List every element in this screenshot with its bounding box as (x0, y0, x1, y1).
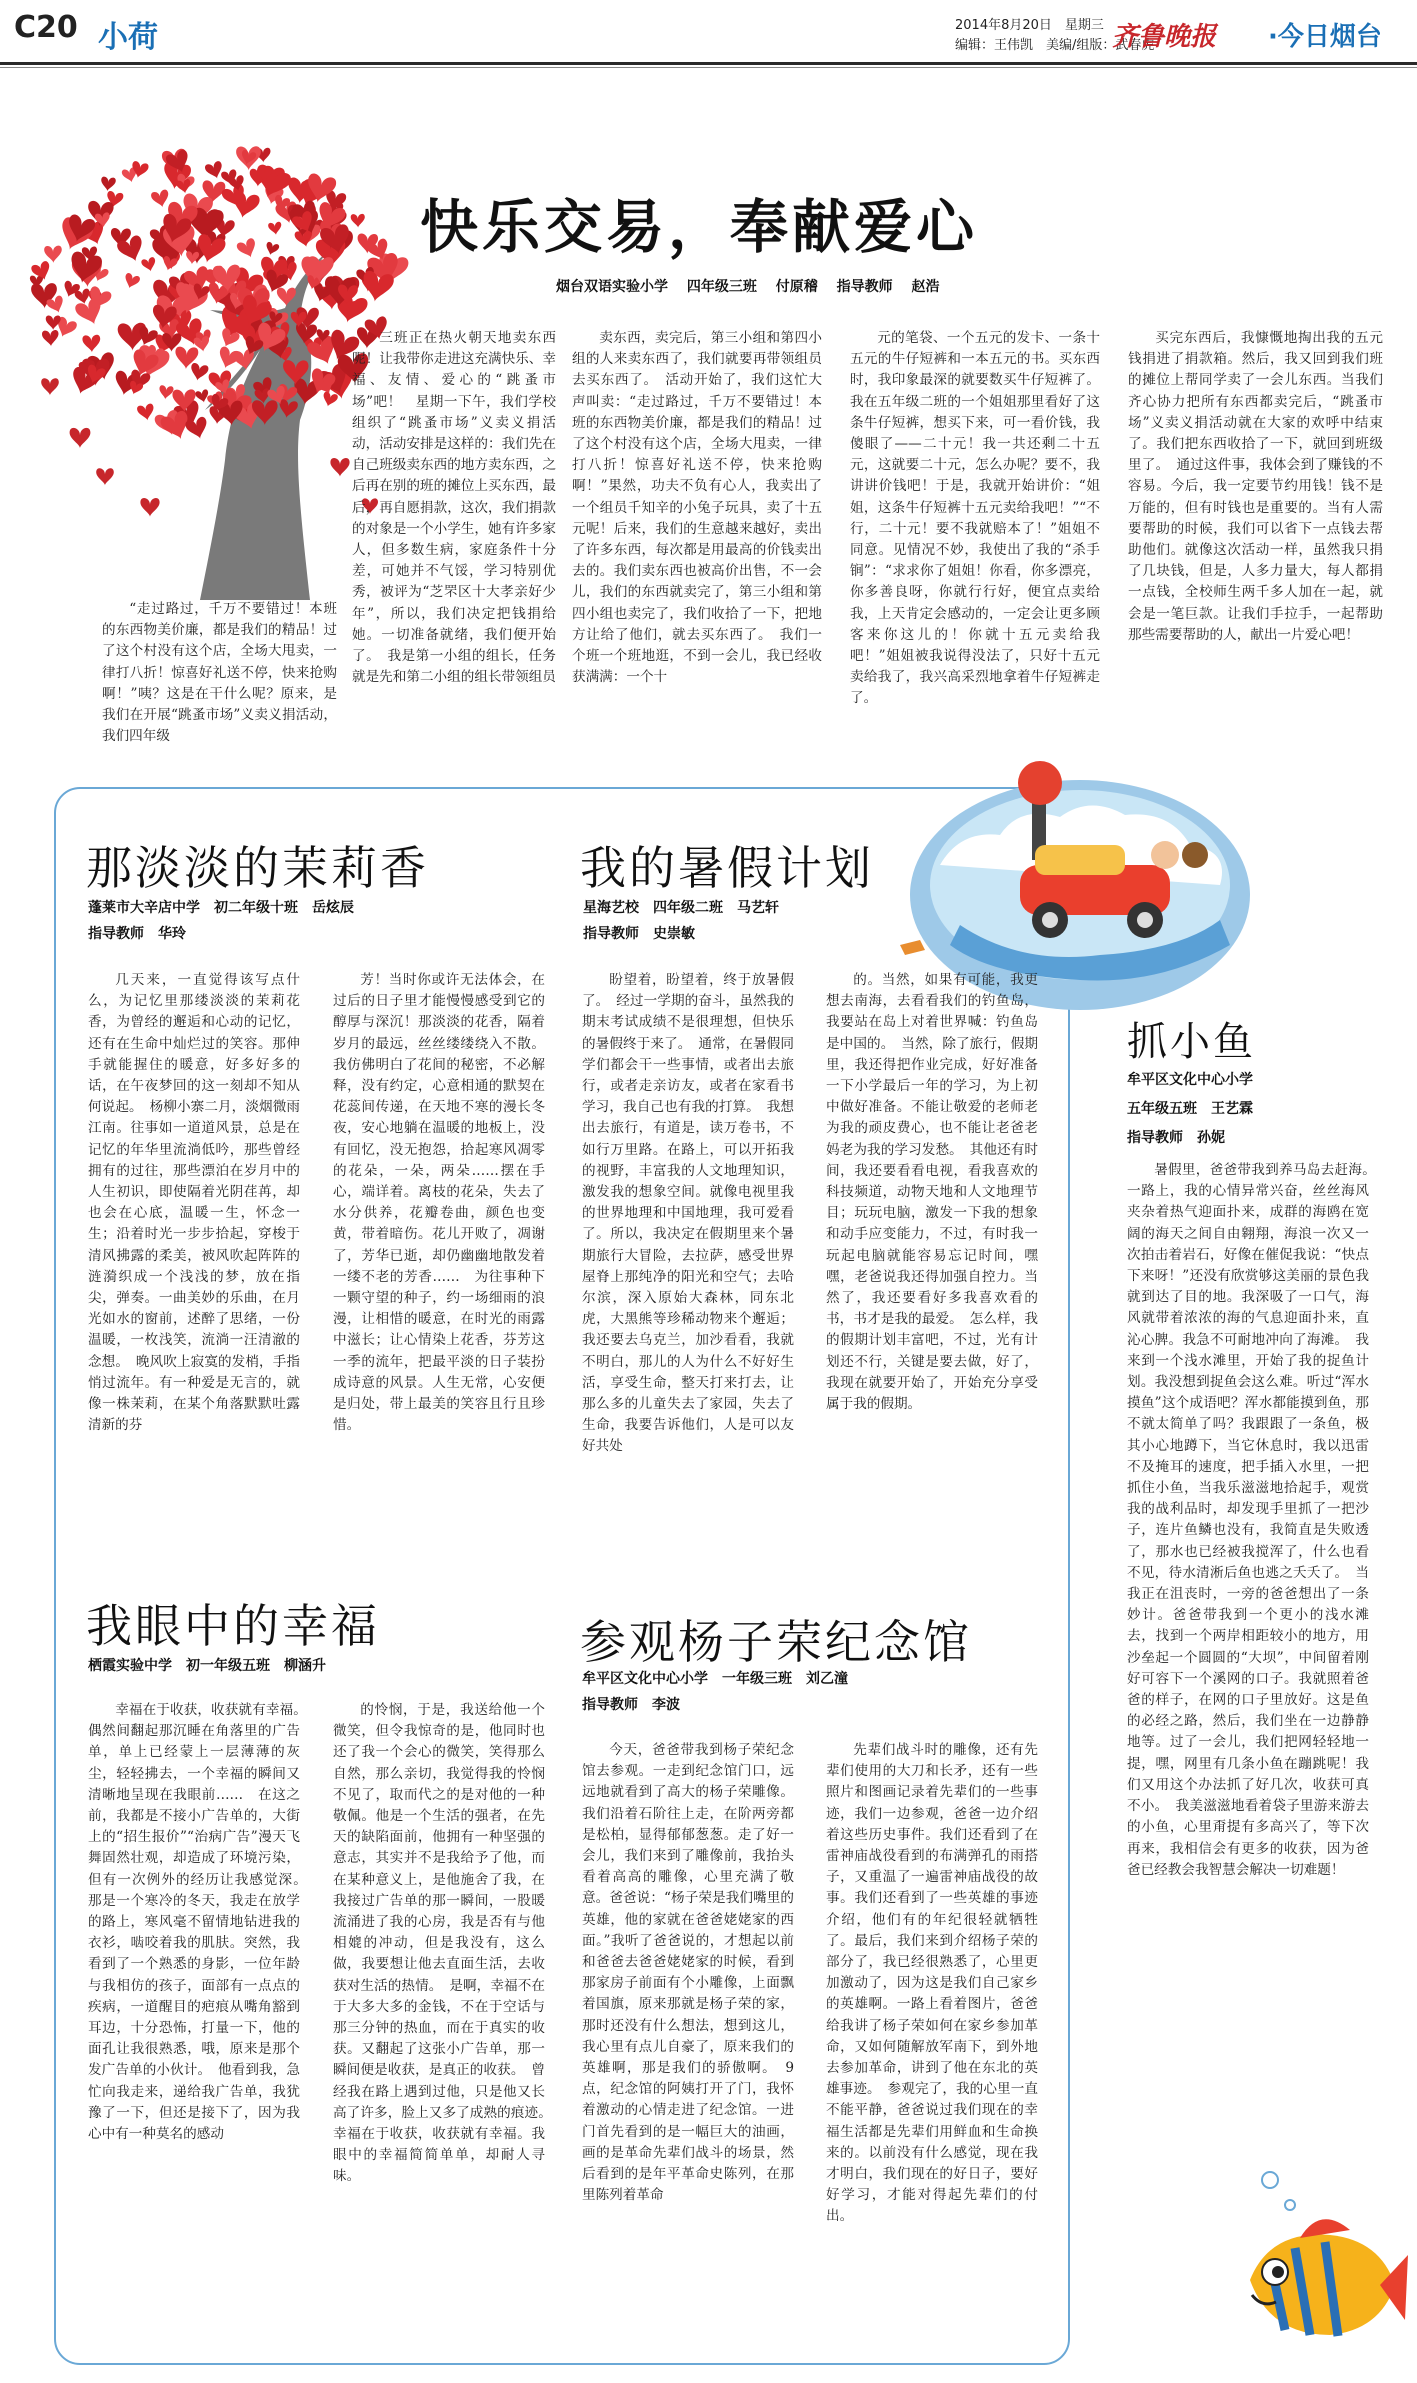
heart-leaf (100, 176, 116, 192)
heart-leaf (189, 362, 209, 382)
teacher: 赵浩 (911, 279, 940, 295)
museum-meta: 牟平区文化中心小学 一年级三班 刘乙潼 指导教师 李波 (582, 1671, 848, 1713)
heart-leaf (236, 237, 260, 261)
heart-leaf (150, 189, 171, 209)
header-rule-thin (0, 67, 1417, 68)
happiness-meta: 栖霞实验中学 初一年级五班 柳涵升 (88, 1658, 326, 1674)
happiness-column-1: 幸福在于收获，收获就有幸福。 偶然间翻起那沉睡在角落里的广告单，单上已经蒙上一层薄薄的灰尘，轻轻拂去，一个幸福的瞬间又清晰地呈现在我眼前…… 在这之前，我都是不接小广告单的，大街上的“招生报价”“治病广告”漫天飞舞固然壮观，却造成了环境污染，但有一次例外的经历让我感觉深。 那是一个寒冷的冬天，我走在放学的路上，寒风毫不留情地钻进我的衣衫，啮咬着我的肌肤。突然，我看到了一个熟悉的身影，一位年龄与我相仿的孩子，面部有一点点的疾病，一道醒目的疤痕从嘴角豁到耳边，十分恐怖，打量一下，他的面孔让我很熟悉，哦，原来是那个发广告单的小伙计。 他看到我，急忙向我走来，递给我广告单，我犹豫了一下，但还是接下了，因为我心中有一种莫名的感动 (88, 1702, 314, 2143)
summer-column-2: 的。当然，如果有可能，我更想去南海，去看看我们的钓鱼岛，我要站在岛上对着世界喊：钓鱼岛是中国的。 当然，除了旅行，假期里，我还得把作业完成，好好准备一下小学最后一年的学习，为上初中做好准备。不能让敬爱的老师老为我的顽皮费心，也不能让老爸老妈老为我的学习发愁。 其他还有时间，我还要看看电视，看我喜欢的科技频道，动物天地和人文地理节目；玩玩电脑，激发一下我的想象和动手应变能力，不过，有时我一玩起电脑就能容易忘记时间，嘿嘿，老爸说我还得加强自控力。当然了，我还要看好多我喜欢看的书，书才是我的最爱。 怎么样，我的假期计划丰富吧，不过，光有计划还不行，关键是要去做，好了，我现在就要开始了，开始充分享受属于我的假期。 (826, 972, 1038, 1413)
heart-leaf (46, 315, 61, 330)
heart-leaf (136, 403, 155, 422)
fish-title: 抓小鱼 (1127, 1019, 1256, 1065)
main-article-side-column: “走过路过，千万不要错过！本班的东西物美价廉，都是我们的精品！过了这个村没有这个店，全场大甩卖，一律打八折！惊喜好礼送不停，快来抢购啊！”咦？这是在干什么呢？原来，是我们在开展“跳蚤市场”义卖义捐活动，我们四年级 (102, 601, 337, 745)
editor-credits: 编辑：王伟凯 美编/组版：武春虎 (955, 38, 1155, 53)
main-article-column-4: 买完东西后，我慷慨地掏出我的五元钱捐进了捐款箱。然后，我又回到我们班的摊位上帮同学卖了一会儿东西。当我们齐心协力把所有东西都卖完后，“跳蚤市场”义卖义捐活动就在大家的欢呼中结束了。我们把东西收拾了一下，就回到班级里了。 通过这件事，我体会到了赚钱的不容易。今后，我一定要节约用钱！钱不是万能的，但有时钱也是重要的。当有人需要帮助的时候，我们可以省下一点钱去帮助他们。就像这次活动一样，虽然我只捐了几块钱，但是，人多力量大，每人都捐一点钱，全校师生两千多人加在一起，就会是一笔巨款。让我们手拉手，一起帮助那些需要帮助的人，献出一片爱心吧！ (1128, 330, 1383, 643)
summer-column-1: 盼望着，盼望着，终于放暑假了。 经过一学期的奋斗，虽然我的期末考试成绩不是很理想，但快乐的暑假终于来了。 通常，在暑假同学们都会干一些事情，或者出去旅行，或者走亲访友，或者在家看书学习，我自己也有我的打算。 我想出去旅行，有道是，读万卷书，不如行万里路。在路上，可以开拓我的视野，丰富我的人文地理知识，激发我的想象空间。就像电视里我的世界地理和中国地理，我可爱看了。所以，我决定在假期里来个暑期旅行大冒险，去拉萨，感受世界屋脊上那纯净的阳光和空气；去哈尔滨，深入原始大森林，同东北虎，大黑熊等珍稀动物来个邂逅；我还要去乌克兰，加沙看看，我就不明白，那儿的人为什么不好好生活，享受生命，整天打来打去，让那么多的儿童失去了家园，失去了生命，我要告诉他们，人是可以友好共处 (582, 972, 794, 1455)
jasmine-title: 那淡淡的茉莉香 (86, 841, 429, 895)
main-article-column-1: 三班正在热火朝天地卖东西呢！让我带你走进这充满快乐、幸福、友情、爱心的“跳蚤市场”吧！ 星期一下午，我们学校组织了“跳蚤市场”义卖义捐活动，活动安排是这样的：我们先在自己班级卖东西的地方卖东西，之后再在别的班的摊位上买东西，最后，再自愿捐款，这次，我们捐款的对象是一个小学生，她有许多家人，但多数生病，家庭条件十分差，可她并不气馁，学习特别优秀，被评为“芝罘区十大孝亲好少年”，所以，我们决定把钱捐给她。一切准备就绪，我们便开始了。 我是第一小组的组长，任务就是先和第二小组的组长带领组员 (352, 330, 556, 686)
edition-name: ·今日烟台 (1268, 22, 1382, 52)
jasmine-meta: 蓬莱市大辛店中学 初二年级十班 岳炫辰 指导教师 华玲 (88, 900, 354, 942)
heart-leaf (264, 241, 280, 257)
museum-title: 参观杨子荣纪念馆 (580, 1615, 972, 1669)
summer-title: 我的暑假计划 (580, 841, 874, 895)
cartoon-fish-illustration (1230, 2160, 1410, 2370)
heart-leaf (42, 330, 60, 347)
heart-leaf (82, 335, 101, 353)
heart-leaf (158, 385, 174, 400)
museum-column-1: 今天，爸爸带我到杨子荣纪念馆去参观。一走到纪念馆门口，远远地就看到了高大的杨子荣雕像。我们沿着石阶往上走，在阶两旁都是松柏，显得郁郁葱葱。走了好一会儿，我们来到了雕像前，我抬头看着高高的雕像，心里充满了敬意。爸爸说：“杨子荣是我们嘴里的英雄，他的家就在爸爸姥姥家的西面。”我听了爸爸说的，才想起以前和爸爸去爸爸姥姥家的时候，看到那家房子前面有个小雕像，上面飘着国旗，原来那就是杨子荣的家，那时还没有什么想法，想到这儿，我心里有点儿自豪了，原来我们的英雄啊，那是我们的骄傲啊。 9点，纪念馆的阿姨打开了门，我怀着激动的心情走进了纪念馆。一进门首先看到的是一幅巨大的油画，画的是革命先辈们战斗的场景，然后看到的是年平革命史陈列，在那里陈列着革命 (582, 1742, 794, 2204)
main-article-column-3: 元的笔袋、一个五元的发卡、一条十五元的牛仔短裤和一本五元的书。买东西时，我印象最深的就要数买牛仔短裤了。我在五年级二班的一个姐姐那里看好了这条牛仔短裤，想买下来，可一看价钱，我傻眼了——二十元！我一共还剩二十五元，这就要二十元，怎么办呢？要不，我讲讲价钱吧！于是，我就开始讲价：“姐姐，这条牛仔短裤十五元卖给我吧！”“不行，二十元！要不我就赔本了！”姐姐不同意。见情况不妙，我使出了我的“杀手锏”：“求求你了姐姐！你看，你多漂亮，你多善良呀，你就行行好，便宜点卖给我，上天肯定会感动的，一定会让更多顾客来你这儿的！你就十五元卖给我吧！”姐姐被我说得没法了，只好十五元卖给我了，我兴高采烈地拿着牛仔短裤走了。 (850, 330, 1100, 707)
heart-leaf (321, 391, 339, 408)
school: 烟台双语实验小学 (556, 279, 668, 295)
heart-leaf (268, 221, 283, 236)
grade: 四年级三班 (686, 279, 757, 295)
weekday: 星期三 (1064, 18, 1104, 33)
teacher-label: 指导教师 (836, 279, 893, 295)
jasmine-column-2: 芳！当时你或许无法体会，在过后的日子里才能慢慢感受到它的醇厚与深沉！那淡淡的花香，隔着岁月的最远，丝丝缕缕绕入不散。我仿佛明白了花间的秘密，不必解释，没有约定，心意相通的默契在花蕊间传递，在天地不寒的漫长冬夜，安心地躺在温暖的地板上，没有回忆，没无抱怨，拾起寒风凋零的花朵，一朵，两朵……摆在手心，端详着。离枝的花朵，失去了水分供养，花瓣卷曲，颜色也变黄，带着暗伤。花儿开败了，凋谢了，芳华已逝，却仍幽幽地散发着一缕不老的芳香…… 为往事种下一颗守望的种子，约一场细雨的浪漫，让相惜的暖意，在时光的雨露中滋长；让心情染上花香，芬芳这一季的流年，把最平淡的日子装扮成诗意的风景。人生无常，心安便是归处，带上最美的笑容且行且珍惜。 (333, 972, 545, 1434)
summer-meta: 星海艺校 四年级二班 马艺轩 指导教师 史崇敏 (583, 900, 779, 942)
section-title: 小荷 (98, 20, 158, 55)
main-article-title: 快乐交易，奉献爱心 (420, 193, 979, 261)
happiness-column-2: 的怜悯，于是，我送给他一个微笑，但令我惊奇的是，他同时也还了我一个会心的微笑，笑得那么自然，那么亲切，我觉得我的怜悯不见了，取而代之的是对他的一种敬佩。他是一个生活的强者，在先天的缺陷面前，他拥有一种坚强的意志，其实并不是我给予了他，而在某种意义上，是他施舍了我，在我接过广告单的那一瞬间，一股暖流涌进了我的心房，我是否有与他相媲的冲动，但是我没有，这么做，我要想让他去直面生活，去收获对生活的热情。 是啊，幸福不在于大多大多的金钱，不在于空话与那三分钟的热血，而在于真实的收获。又翻起了这张小广告单，那一瞬间便是收获，是真正的收获。 曾经我在路上遇到过他，只是他又长高了许多，脸上又多了成熟的痕迹。 幸福在于收获，收获就有幸福。我眼中的幸福简简单单，却耐人寻味。 (333, 1702, 559, 2185)
jasmine-column-1: 几天来，一直觉得该写点什么，为记忆里那缕淡淡的茉莉花香，为曾经的邂逅和心动的记忆，还有在生命中灿烂过的笑容。那伸手就能握住的暖意，好多好多的话，在午夜梦回的这一刻却不知从何说起。 杨柳小寨二月，淡烟微雨江南。往事如一道道风景，总是在记忆的年华里流淌低吟，那些曾经拥有的过往，那些漂泊在岁月中的人生初识，即使隔着光阴荏苒，却也会在心底，温暖一生，怀念一生；沿着时光一步步拾起，穿梭于清风拂露的柔美，被风吹起阵阵的涟漪织成一个浅浅的梦，放在指尖，弹奏。一曲美妙的乐曲，在月光如水的窗前，述醉了思绪，一份温暖，一枚浅笑，流淌一汪清澈的念想。 晚风吹上寂寞的发梢，手指悄过流年。有一种爱是无言的，就像一株茉莉，在某个角落默默吐露清新的芬 (88, 972, 300, 1434)
happiness-title: 我眼中的幸福 (86, 1599, 380, 1653)
main-article-byline (556, 276, 940, 296)
fish-meta: 牟平区文化中心小学 五年级五班 王艺霖 指导教师 孙妮 (1127, 1072, 1253, 1146)
author: 付原稽 (775, 279, 818, 295)
newspaper-name: 齐鲁晚报 (1112, 22, 1217, 52)
heart-leaf (204, 160, 225, 181)
heart-leaf (122, 272, 141, 290)
heart-leaf (44, 246, 62, 264)
issue-date: 2014年8月20日 星期三 (955, 18, 1104, 33)
page-number: C20 (14, 10, 78, 45)
main-article-column-2: 卖东西，卖完后，第三小组和第四小组的人来卖东西了，我们就要再带领组员去买东西了。 活动开始了，我们这忙大声叫卖：“走过路过，千万不要错过！本班的东西物美价廉，都是我们的精品！过了这个村没有这个店，全场大甩卖，一律打八折！惊喜好礼送不停，快来抢购啊！”果然，功夫不负有心人，我卖出了一个组员千知辛的小兔子玩具，卖了十五元呢！后来，我们的生意越来越好，卖出了许多东西，每次都是用最高的价钱卖出去的。我们卖东西也被高价出售，不一会儿，我们的东西就卖完了，第三小组和第四小组也卖完了，我们收拾了一下，把地方让给了他们，就去买东西了。 我们一个班一个班地逛，不到一会儿，我已经收获满满：一个十 (572, 330, 822, 686)
heart-leaf (351, 214, 366, 228)
museum-column-2: 先辈们战斗时的雕像，还有先辈们使用的大刀和长矛，还有一些照片和图画记录着先辈们的一些事迹，我们一边参观，爸爸一边介绍着这些历史事件。我们还看到了在雷神庙战役看到的布满弹孔的雨搭子，又重温了一遍雷神庙战役的故事。我们还看到了一些英雄的事迹介绍，他们有的年纪很轻就牺牲了。最后，我们来到介绍杨子荣的部分了，我已经很熟悉了，心里更加激动了，因为这是我们自己家乡的英雄啊。一路上看着图片，爸爸给我讲了杨子荣如何在家乡参加革命，又如何随解放军南下，到外地去参加革命，讲到了他在东北的英雄事迹。 参观完了，我的心里一直不能平静，爸爸说过我们现在的幸福生活都是先辈们用鲜血和生命换来的。以前没有什么感觉，现在我才明白，我们现在的好日子，要好好学习，才能对得起先辈们的付出。 (826, 1742, 1038, 2225)
heart-leaf (141, 257, 158, 274)
fish-column: 暑假里，爸爸带我到养马岛去赶海。 一路上，我的心情异常兴奋，丝丝海风夹杂着热气迎面扑来，成群的海鸥在宽阔的海天之间自由翱翔，海浪一次又一次拍击着岩石，好像在催促我说：“快点下来呀！”还没有欣赏够这美丽的景色我就到达了目的地。我深吸了一口气，海风就带着浓浓的海的气息迎面扑来，直沁心脾。我急不可耐地冲向了海滩。 我来到一个浅水滩里，开始了我的捉鱼计划。我没想到捉鱼会这么难。听过“浑水摸鱼”这个成语吧？浑水都能摸到鱼，那不就太简单了吗？我跟跟了一条鱼，极其小心地蹲下，当它休息时，我以迅雷不及掩耳的速度，把手插入水里，一把抓住小鱼，当我乐滋滋地拾起手，观赏我的战利品时，却发现手里抓了一把沙子，连片鱼鳞也没有，我简直是失败透了，那水也已经被我搅浑了，什么也看不见，待水清淅后鱼也逃之夭夭了。 当我正在沮丧时，一旁的爸爸想出了一条妙计。爸爸带我到一个更小的浅水滩去，找到一个两岸相距较小的地方，用沙垒起一个圆圆的“大坝”，中间留着刚好可容下一个溪网的口子。我就照着爸爸的样子，在网的口子里放好。这是鱼的必经之路，然后，我们坐在一边静静地等。过了一会儿，我们把网轻轻地一提，嘿，网里有几条小鱼在蹦跳呢！我们又用这个办法抓了好几次，收获可真不小。 我美滋滋地看着袋子里游来游去的小鱼，心里甭提有多高兴了，等下次再来，我相信会有更多的收获，因为爸爸已经教会我智慧会解决一切难题！ (1127, 1162, 1383, 1878)
header-rule (0, 62, 1417, 65)
